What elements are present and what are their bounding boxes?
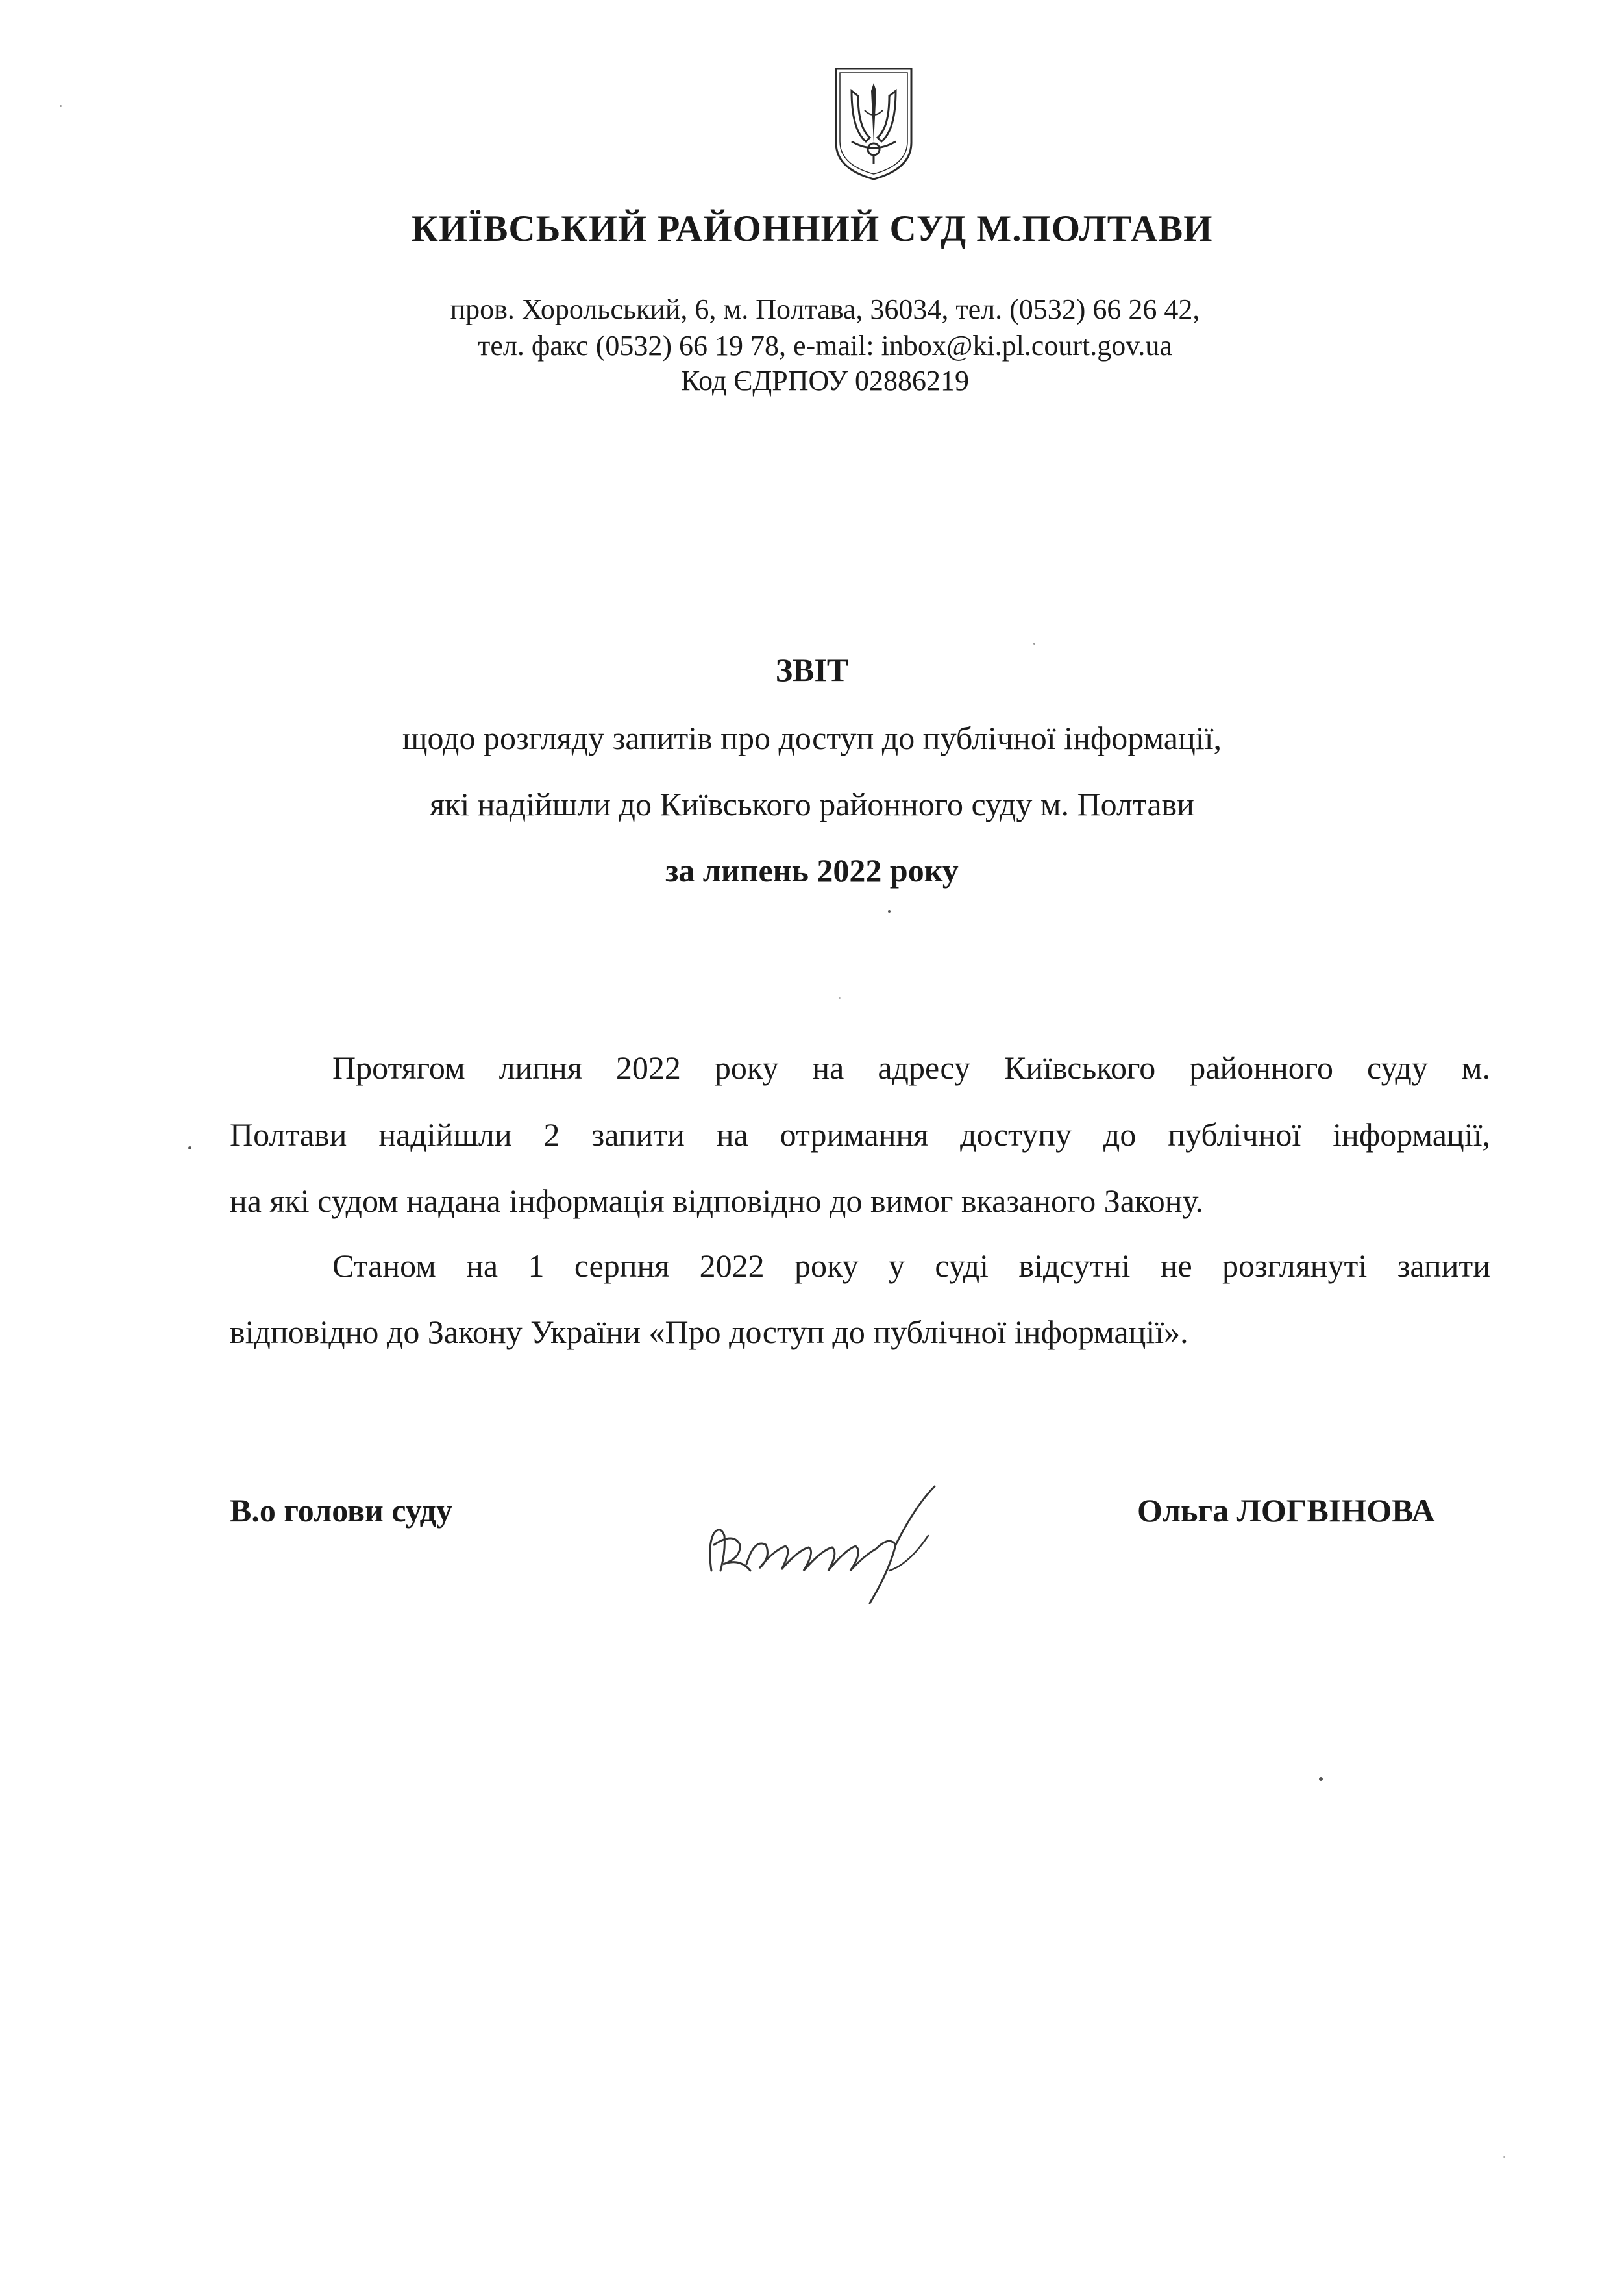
report-subtitle: щодо розгляду запитів про доступ до публічної інформації, xyxy=(402,720,1222,756)
court-address-line: пров. Хорольський, 6, м. Полтава, 36034, тел. (0532) 66 26 42, xyxy=(450,293,1200,325)
body-paragraph-line: Протягом липня 2022 року на адресу Київського районного суду м. xyxy=(332,1050,1490,1086)
scan-speck xyxy=(1319,1777,1323,1781)
scan-speck xyxy=(188,1146,191,1149)
handwritten-signature xyxy=(695,1473,980,1616)
court-contacts-line: тел. факс (0532) 66 19 78, e-mail: inbox@ki.pl.court.gov.ua xyxy=(478,330,1172,362)
scan-speck xyxy=(1033,643,1035,645)
body-paragraph-line: Полтави надійшли 2 запити на отримання доступу до публічної інформації, xyxy=(230,1116,1490,1153)
scan-speck xyxy=(1503,2156,1505,2158)
scan-speck xyxy=(60,105,62,107)
report-subtitle: які надійшли до Київського районного суду м. Полтави xyxy=(430,786,1194,822)
signer-position: В.о голови суду xyxy=(230,1492,452,1529)
body-paragraph-line: на які судом надана інформація відповідно до вимог вказаного Закону. xyxy=(230,1183,1203,1219)
signer-name: Ольга ЛОГВІНОВА xyxy=(1137,1492,1435,1529)
report-period: за липень 2022 року xyxy=(665,852,959,889)
court-name: КИЇВСЬКИЙ РАЙОННИЙ СУД М.ПОЛТАВИ xyxy=(411,208,1213,249)
scan-speck xyxy=(888,910,891,913)
body-paragraph-line: Станом на 1 серпня 2022 року у суді відсутні не розглянуті запити xyxy=(332,1247,1490,1284)
court-edrpou-code: Код ЄДРПОУ 02886219 xyxy=(680,365,970,397)
report-title: ЗВІТ xyxy=(775,652,849,688)
trident-coat-of-arms-icon xyxy=(832,65,915,182)
body-paragraph-line: відповідно до Закону України «Про доступ до публічної інформації». xyxy=(230,1314,1188,1350)
scan-speck xyxy=(839,997,841,999)
